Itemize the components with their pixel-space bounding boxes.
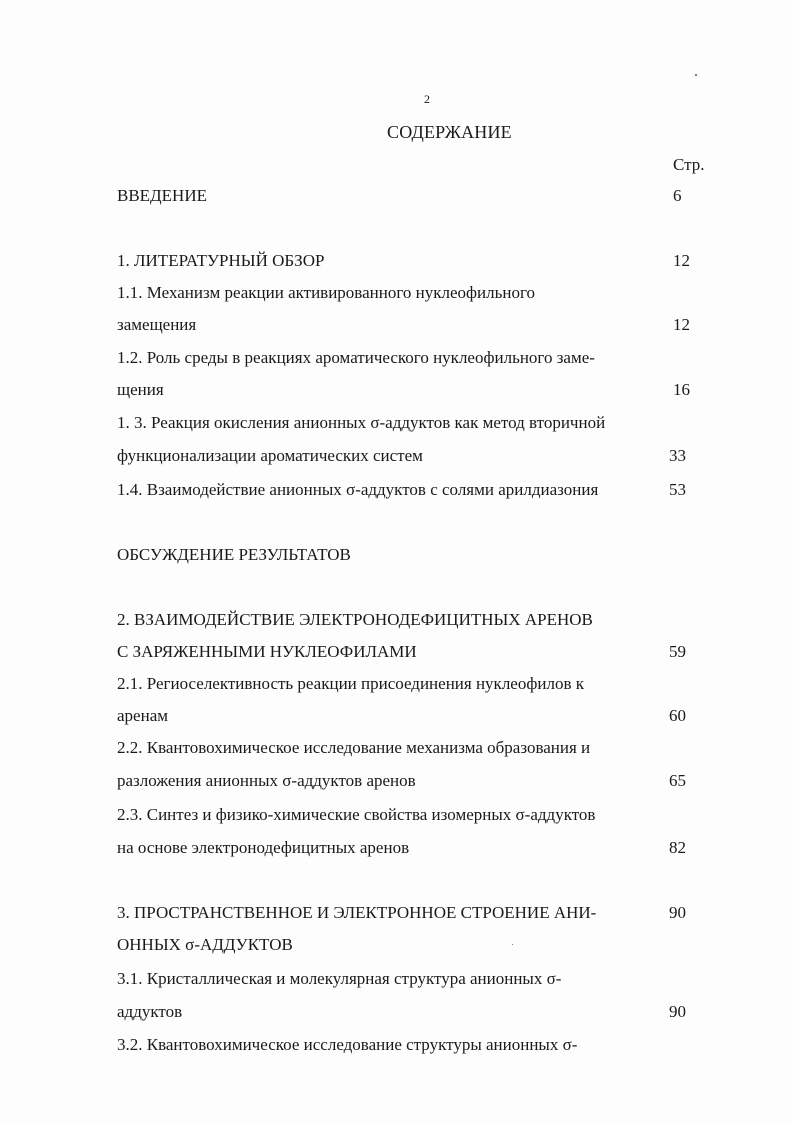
toc-page-2-2: 65 — [669, 771, 686, 790]
toc-entry-2-line-2[interactable]: С ЗАРЯЖЕННЫМИ НУКЛЕОФИЛАМИ — [117, 642, 417, 661]
page-title: СОДЕРЖАНИЕ — [387, 122, 512, 142]
toc-page-1-1: 12 — [673, 315, 690, 334]
toc-entry-1[interactable]: 1. ЛИТЕРАТУРНЫЙ ОБЗОР — [117, 251, 325, 270]
page-number: 2 — [424, 92, 430, 106]
toc-entry-2-1-line-1[interactable]: 2.1. Региоселективность реакции присоединения нуклеофилов к — [117, 674, 584, 693]
toc-page-1-3: 33 — [669, 446, 686, 465]
toc-entry-3-line-1[interactable]: 3. ПРОСТРАНСТВЕННОЕ И ЭЛЕКТРОННОЕ СТРОЕНИЕ АНИ- — [117, 903, 597, 922]
toc-entry-3-1-line-1[interactable]: 3.1. Кристаллическая и молекулярная структура анионных σ- — [117, 969, 562, 988]
toc-entry-3-1-line-2[interactable]: аддуктов — [117, 1002, 183, 1021]
toc-page-2-3: 82 — [669, 838, 686, 857]
toc-entry-3-2-line-1[interactable]: 3.2. Квантовохимическое исследование структуры анионных σ- — [117, 1035, 578, 1054]
page-column-header: Стр. — [673, 155, 705, 174]
toc-entry-1-1-line-1[interactable]: 1.1. Механизм реакции активированного нуклеофильного — [117, 283, 536, 302]
toc-page-3-1: 90 — [669, 1002, 686, 1021]
toc-page-introduction: 6 — [673, 186, 682, 205]
toc-entry-1-2-line-2[interactable]: щения — [117, 380, 164, 399]
toc-page-1: 12 — [673, 251, 690, 270]
toc-section-discussion[interactable]: ОБСУЖДЕНИЕ РЕЗУЛЬТАТОВ — [117, 545, 351, 564]
toc-entry-introduction[interactable]: ВВЕДЕНИЕ — [117, 186, 207, 205]
toc-entry-2-2-line-1[interactable]: 2.2. Квантовохимическое исследование механизма образования и — [117, 738, 591, 757]
toc-entry-1-4[interactable]: 1.4. Взаимодействие анионных σ-аддуктов с солями арилдиазония — [117, 480, 599, 499]
toc-entry-2-line-1[interactable]: 2. ВЗАИМОДЕЙСТВИЕ ЭЛЕКТРОНОДЕФИЦИТНЫХ АРЕНОВ — [117, 610, 593, 629]
scan-speck — [512, 944, 513, 945]
toc-entry-1-3-line-1[interactable]: 1. 3. Реакция окисления анионных σ-аддуктов как метод вторичной — [117, 413, 606, 432]
toc-page-3: 90 — [669, 903, 686, 922]
toc-entry-2-3-line-1[interactable]: 2.3. Синтез и физико-химические свойства изомерных σ-аддуктов — [117, 805, 596, 824]
toc-entry-3-line-2[interactable]: ОННЫХ σ-АДДУКТОВ — [117, 935, 293, 954]
toc-entry-1-3-line-2[interactable]: функционализации ароматических систем — [117, 446, 423, 465]
toc-page-1-4: 53 — [669, 480, 686, 499]
scan-speck — [695, 74, 697, 76]
toc-entry-2-3-line-2[interactable]: на основе электронодефицитных аренов — [117, 838, 410, 857]
toc-page-1-2: 16 — [673, 380, 690, 399]
toc-entry-2-2-line-2[interactable]: разложения анионных σ-аддуктов аренов — [117, 771, 416, 790]
toc-page-2-1: 60 — [669, 706, 686, 725]
toc-page-2: 59 — [669, 642, 686, 661]
toc-entry-1-2-line-1[interactable]: 1.2. Роль среды в реакциях ароматического нуклеофильного заме- — [117, 348, 595, 367]
toc-entry-1-1-line-2[interactable]: замещения — [117, 315, 197, 334]
toc-entry-2-1-line-2[interactable]: аренам — [117, 706, 168, 725]
